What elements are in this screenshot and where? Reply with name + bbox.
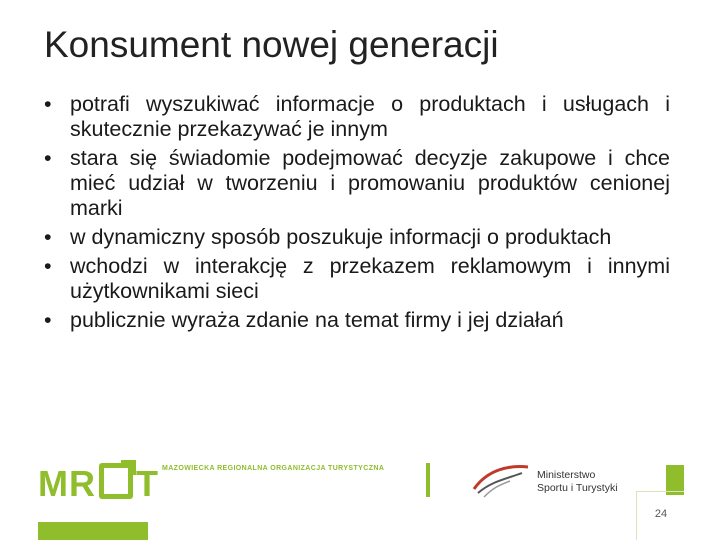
list-item [44, 254, 670, 304]
bullet-text: publicznie wyraża zdanie na temat firmy i jej działań [70, 308, 564, 332]
ministry-line-2: Sportu i Turystyki [537, 482, 618, 494]
bullet-icon: • [44, 92, 52, 116]
bullet-text: stara się świadomie podejmować decyzje zakupowe i chce mieć udział w tworzeniu i promowaniu produktów cenionej marki [70, 146, 670, 220]
organization-name: MAZOWIECKA REGIONALNA ORGANIZACJA TURYSTYCZNA [162, 465, 385, 472]
footer [0, 455, 720, 540]
bullet-text: wchodzi w interakcję z przekazem reklamowym i innymi użytkownikami sieci [70, 254, 670, 303]
bullet-list [44, 92, 670, 337]
list-item [44, 92, 670, 142]
list-item [44, 146, 670, 221]
ministry-name [537, 469, 618, 495]
bullet-icon: • [44, 308, 52, 332]
logo-text-left: MR [38, 463, 96, 504]
bullet-icon: • [44, 254, 52, 278]
bullet-text: potrafi wyszukiwać informacje o produktach i usługach i skutecznie przekazywać je innym [70, 92, 670, 141]
list-item [44, 225, 670, 250]
bullet-icon: • [44, 225, 52, 249]
logo-text-right: T [136, 463, 159, 504]
bullet-text: w dynamiczny sposób poszukuje informacji o produktach [70, 225, 612, 249]
list-item [44, 308, 670, 333]
footer-divider [426, 463, 430, 497]
bullet-icon: • [44, 146, 52, 170]
slide-title: Konsument nowej generacji [44, 24, 499, 65]
ministry-line-1: Ministerstwo [537, 469, 596, 481]
page-number: 24 [654, 508, 668, 520]
page-number-box [636, 491, 684, 540]
footer-bottom-bar [38, 522, 148, 540]
logo-frame-icon [99, 463, 133, 499]
mrot-logo [38, 463, 159, 504]
ministry-emblem-icon [470, 461, 532, 501]
